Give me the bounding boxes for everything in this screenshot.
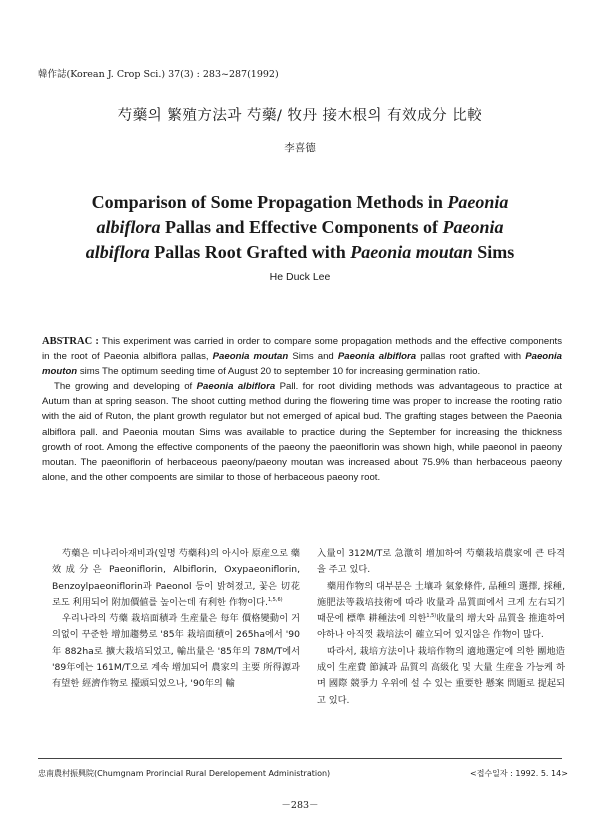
abstract-emphasis: Paeonia moutan xyxy=(212,351,289,363)
english-title-italic: Paeonia xyxy=(447,192,509,212)
english-title-part: Pallas Root Grafted with xyxy=(149,242,351,262)
korean-title: 芍藥의 繁殖方法과 芍藥/ 牧丹 接木根의 有效成分 比較 xyxy=(117,108,483,124)
body-paragraph: 우리나라의 芍藥 栽培面積과 生産量은 每年 價格變動이 거의없이 꾸준한 增加趨勢로 '85年 栽培面積이 265ha에서 '90年 882ha로 擴大栽培되었고, 輸出量은 '85年의 78M/T에서 '89年에는 161M/T으로 계속 增加되어 農家의 主要 所得源과 有望한 經濟作物로 擡頭되었으나, '90年의 輸 xyxy=(52,613,300,690)
english-title-italic: albiflora xyxy=(85,242,150,262)
english-title-part: Sims xyxy=(472,242,515,262)
body-paragraph: 따라서, 栽培方法이나 栽培作物의 適地選定에 의한 團地造成이 生産費 節減과 品質의 高級化 및 大量 生産을 가능케 하며 國際 競爭力 우위에 설 수 있는 重要한 懸案 問題로 提起되고 있다. xyxy=(317,645,565,706)
abstract xyxy=(42,334,562,485)
body-paragraph xyxy=(317,579,565,644)
abstract-text: Pall. for root dividing methods was advantageous to practice at Autum than at spring season. The shoot cutting method during the flowering time was proper to increase the rooting ratio with the aid of Ruton, the plant growth regulator but not emerged of apical bud. The grafting stages between the Paeonia albiflora pall. and Paeonia moutan Sims was available to practice during the September for increasing the thickness growth of root. Among the effective components of the paeony the paeoniflorin was shown high, while paeonol in paeony moutan. The paeoniflorin of herbaceous paeony/paeony moutan was increased about 75.9% than herbaceous paeony alone, and the other compoents are similar to those of herbaceous paeony root. xyxy=(42,381,563,483)
english-title-italic: Paeonia xyxy=(442,217,504,237)
abstract-text: Sims and xyxy=(288,351,338,363)
abstract-paragraph-1 xyxy=(42,334,562,379)
body-text: 藥用作物의 대부분은 土壤과 氣象條件, 品種의 選擇, 採種, 施肥法等栽培技術에 따라 收量과 品質面에서 크게 左右되기 때문에 標準 耕種法에 의한 xyxy=(317,580,565,625)
citation-superscript: 1,5) xyxy=(426,613,437,620)
english-title-italic: Paeonia moutan xyxy=(350,242,473,262)
footer-received-date: <접수일자 : 1992. 5. 14> xyxy=(470,769,568,778)
body-text: 芍藥은 미나리아재비과(일명 芍藥科)의 아시아 原産으로 藥效成分은 Paeoniflorin, Albiflorin, Oxypaeoniflorin, Benzoylpaeoniflorin과 Paeonol 등이 밝혀졌고, 꽃은 切花로도 利用되어 附加價値를 높이는데 有利한 作物이다. xyxy=(52,548,300,608)
abstract-text: This experiment was carried in order to compare some propagation methods and the effective components in the root of Paeonia albiflora pallas, xyxy=(42,336,562,363)
abstract-emphasis: Paeonia mouton xyxy=(42,351,562,378)
page-number: －283－ xyxy=(281,800,319,811)
citation-superscript: 1,5,6) xyxy=(267,596,283,603)
english-title-italic: albiflora xyxy=(96,217,161,237)
body-text: 收量의 增大와 品質을 推進하여야하나 아직껏 栽培法이 確立되어 있지않은 作物이 많다. xyxy=(317,613,566,641)
english-title xyxy=(50,190,550,265)
footer-affiliation: 忠南農村振興院(Chumgnam Prorincial Rural Derelopement Administration) xyxy=(38,769,331,778)
abstract-label: ABSTRAC : xyxy=(42,336,99,347)
korean-author: 李喜德 xyxy=(284,142,316,154)
journal-header: 韓作誌(Korean J. Crop Sci.) 37(3) : 283~287(1992) xyxy=(38,69,279,80)
abstract-text: pallas root grafted with xyxy=(416,351,526,363)
english-author: He Duck Lee xyxy=(269,271,331,283)
abstract-emphasis: Paeonia albiflora xyxy=(196,381,276,393)
footer-divider xyxy=(38,758,562,759)
abstract-emphasis: Paeonia albiflora xyxy=(337,351,417,363)
abstract-text: sims The optimum seeding time of August 20 to september 10 for increasing germination ratio. xyxy=(77,366,481,378)
abstract-paragraph-2 xyxy=(42,379,562,485)
english-title-part: Comparison of Some Propagation Methods in xyxy=(91,192,448,212)
english-title-part: Pallas and Effective Components of xyxy=(160,217,443,237)
body-paragraph xyxy=(52,546,300,611)
abstract-text: The growing and developing of xyxy=(54,381,197,393)
body-left-column xyxy=(52,546,300,693)
body-paragraph: 入量이 312M/T로 急激히 增加하여 芍藥栽培農家에 큰 타격을 주고 있다. xyxy=(317,548,565,576)
body-right-column xyxy=(317,546,565,709)
